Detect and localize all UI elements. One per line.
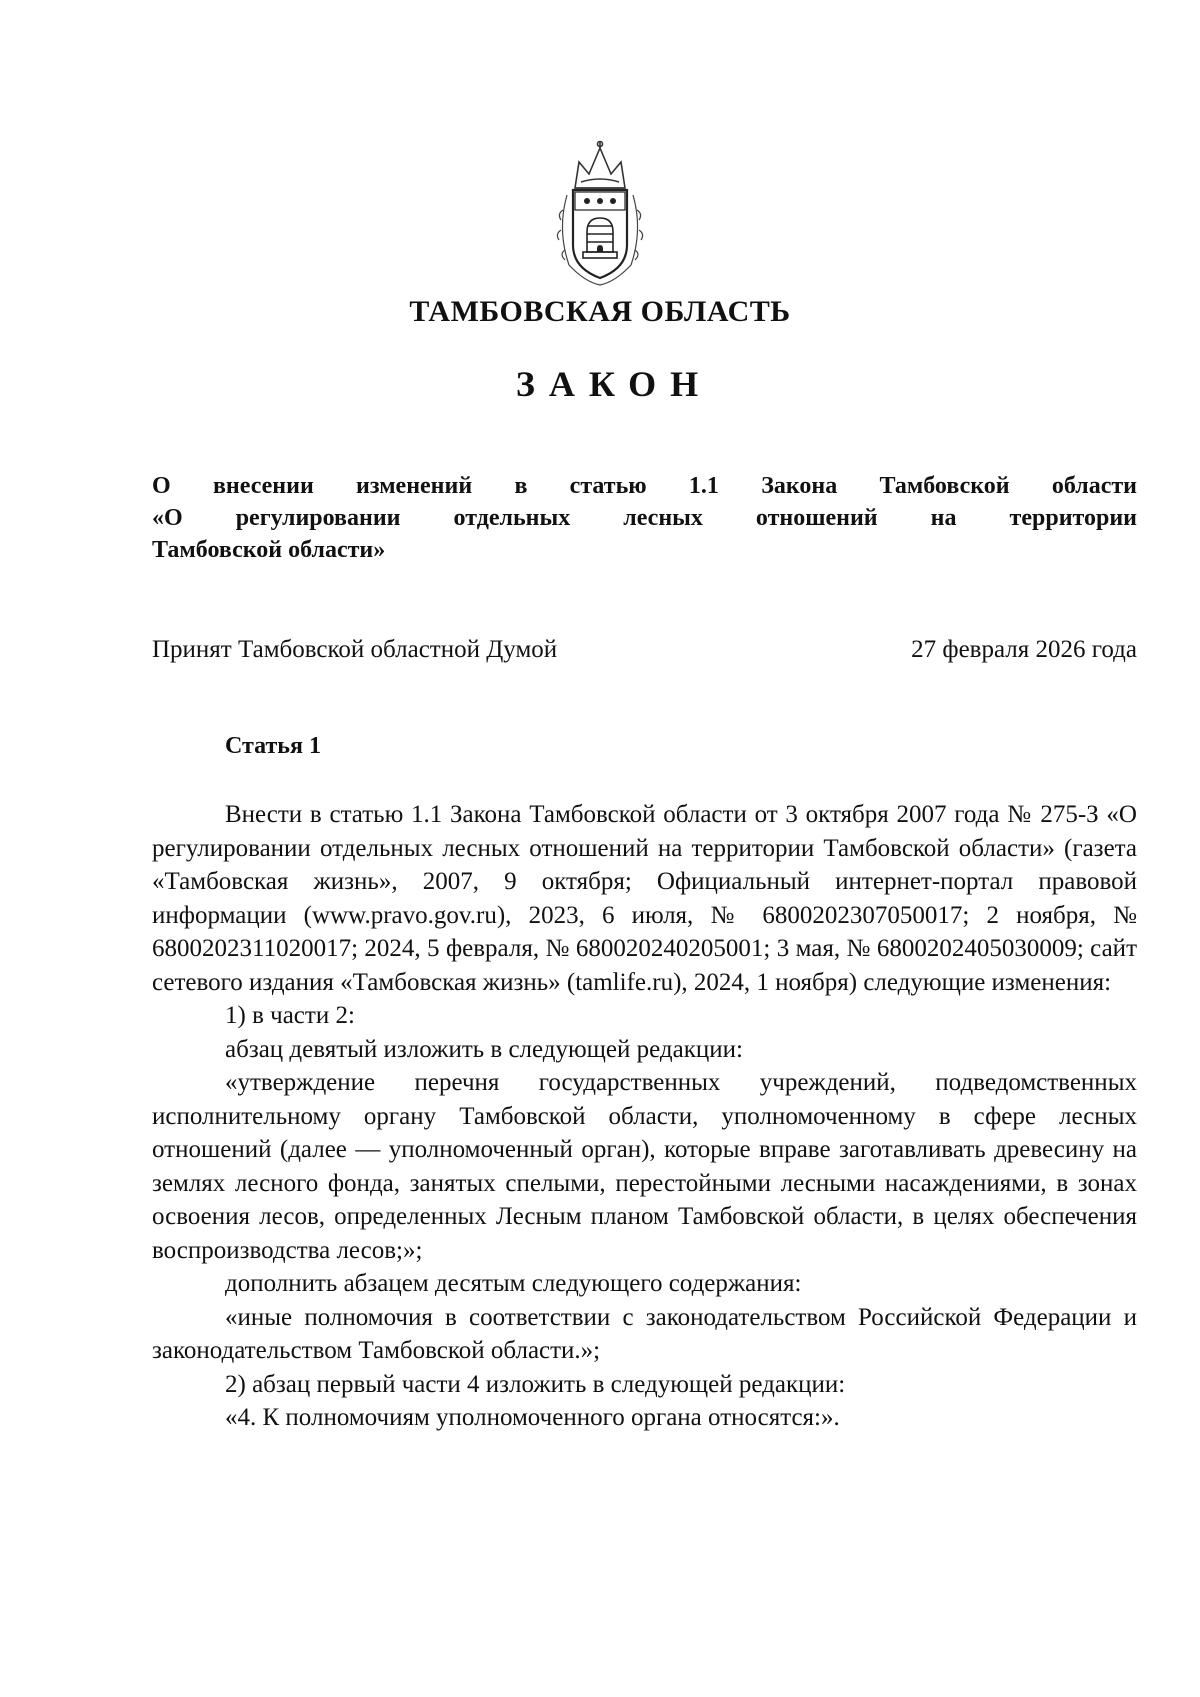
region-heading: ТАМБОВСКАЯ ОБЛАСТЬ	[409, 295, 791, 328]
document-type-heading: ЗАКОН	[515, 364, 713, 404]
article-paragraph: абзац девятый изложить в следующей редакции:	[225, 1035, 743, 1063]
article-paragraph: «утверждение перечня государственных учреждений, подведомственных исполнительному органу Тамбовской области, уполномоченному в сфере лесных отношений (далее — уполномоченный орган), которые вправе заготавливать древесину на землях лесного фонда, занятых спелыми, перестойными лесными насаждениями, в зонах освоения лесов, определенных Лесным планом Тамбовской области, в целях обеспечения воспроизводства лесов;»;	[152, 1069, 1137, 1264]
article-paragraph: Внести в статью 1.1 Закона Тамбовской области от 3 октября 2007 года № 275-З «О регулировании отдельных лесных отношений на территории Тамбовской области» (газета «Тамбовская жизнь», 2007, 9 октября; Официальный интернет-портал правовой информации (www.pravo.gov.ru), 2023, 6 июля, № 6800202307050017; 2 ноября, № 6800202311020017; 2024, 5 февраля, № 680020240205001; 3 мая, № 6800202405030009; сайт сетевого издания «Тамбовская жизнь» (tamlife.ru), 2024, 1 ноября) следующие изменения:	[152, 801, 1137, 996]
law-title-line: О внесении изменений в статью 1.1 Закона Тамбовской области	[152, 473, 1137, 499]
article-body	[152, 798, 1137, 1435]
article-paragraph: «иные полномочия в соответствии с законодательством Российской Федерации и законодательством Тамбовской области.»;	[152, 1303, 1137, 1364]
article-heading: Статья 1	[225, 733, 321, 759]
article-paragraph: 1) в части 2:	[225, 1002, 355, 1029]
article-paragraph: дополнить абзацем десятым следующего содержания:	[225, 1270, 802, 1297]
adoption-date: 27 февраля 2026 года	[911, 636, 1137, 663]
law-title	[152, 470, 1137, 566]
tambov-coat-of-arms-icon	[545, 140, 655, 290]
article-paragraph: «4. К полномочиям уполномоченного органа относятся:».	[225, 1404, 840, 1431]
article-paragraph: 2) абзац первый части 4 изложить в следующей редакции:	[225, 1370, 846, 1398]
law-title-line: «О регулировании отдельных лесных отношений на территории	[152, 505, 1137, 531]
law-title-line: Тамбовской области»	[152, 537, 386, 563]
adopted-by: Принят Тамбовской областной Думой	[152, 636, 558, 663]
